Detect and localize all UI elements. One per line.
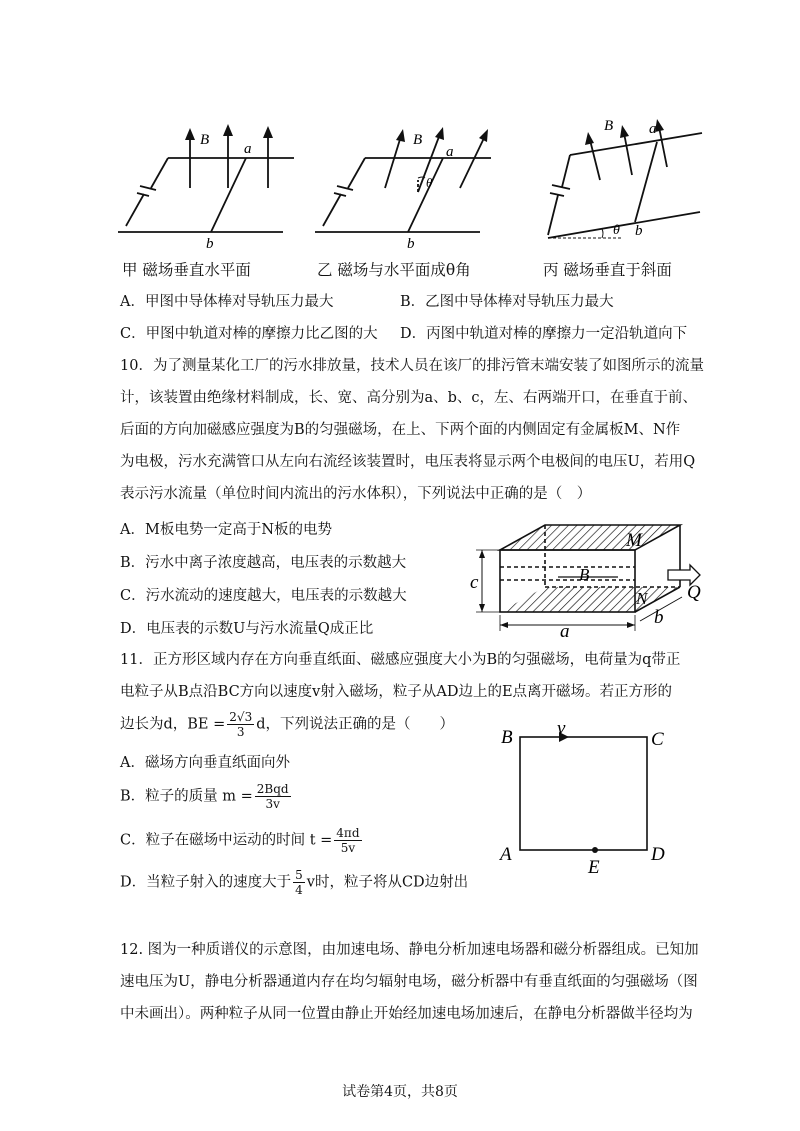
- q9-option-c: C．甲图中轨道对棒的摩擦力比乙图的大: [120, 326, 378, 342]
- q10-option-c: C．污水流动的速度越大，电压表的示数越大: [120, 588, 407, 604]
- sq-label-D: D: [651, 844, 665, 865]
- q10-option-b: B．污水中离子浓度越高，电压表的示数越大: [120, 555, 407, 571]
- q12-line3: 中未画出）。两种粒子从同一位置由静止开始经加速电场加速后，在静电分析器做半径均为: [120, 1006, 693, 1022]
- fig1-label-a: a: [244, 141, 252, 157]
- q10-line2: 计，该装置由绝缘材料制成，长、宽、高分别为a、b、c，左、右两端开口，在垂直于前、: [120, 390, 698, 406]
- q9-option-a: A．甲图中导体棒对导轨压力最大: [120, 294, 334, 310]
- q9-option-b: B．乙图中导体棒对导轨压力最大: [400, 294, 614, 310]
- q12-line1: 12. 图为一种质谱仪的示意图，由加速电场、静电分析加速电场器和磁分析器组成。已知加: [120, 942, 699, 958]
- q11-option-c: C．粒子在磁场中运动的时间 t = $\frac{4\pi d}{5v}$: [120, 826, 360, 855]
- q10-line4: 为电极，污水充满管口从左向右流经该装置时，电压表将显示两个电极间的电压U，若用Q: [120, 454, 696, 470]
- fig2-label-B: B: [413, 132, 423, 148]
- sq-label-C: C: [651, 729, 664, 750]
- fm-label-N: N: [636, 589, 648, 608]
- fig3-label-a: a: [649, 121, 657, 137]
- fm-label-Q: Q: [687, 582, 701, 603]
- fm-label-M: M: [626, 530, 642, 551]
- flowmeter-figure: [468, 515, 713, 640]
- q12-line2: 速电压为U，静电分析器通道内存在均匀辐射电场，磁分析器中有垂直纸面的匀强磁场（图: [120, 974, 698, 990]
- fig3-label-B: B: [604, 118, 614, 134]
- fm-label-B: B: [579, 565, 590, 584]
- figure-yi: [315, 120, 495, 255]
- fm-label-b: b: [654, 607, 664, 628]
- q11-option-d: D．当粒子射入的速度大于 $\frac{5}{4}$ v时，粒子将从CD边射出: [120, 868, 469, 897]
- fig1-label-b: b: [206, 236, 214, 252]
- fig3-caption: 丙 磁场垂直于斜面: [543, 261, 672, 279]
- q10-line3: 后面的方向加磁感应强度为B的匀强磁场，在上、下两个面的内侧固定有金属板M、N作: [120, 422, 681, 438]
- q10-option-a: A．M板电势一定高于N板的电势: [120, 522, 333, 538]
- q9-option-d: D．丙图中轨道对棒的摩擦力一定沿轨道向下: [400, 326, 688, 342]
- fig2-label-b: b: [407, 236, 415, 252]
- q11-line1: 11．正方形区域内存在方向垂直纸面、磁感应强度大小为B的匀强磁场，电荷量为q带正: [120, 652, 681, 668]
- q11-line3: 边长为d，BE = $\frac{2√3}{3}$ d，下列说法正确的是（ ）: [120, 710, 454, 739]
- q11-option-a: A．磁场方向垂直纸面向外: [120, 755, 290, 771]
- q10-option-d: D．电压表的示数U与污水流量Q成正比: [120, 621, 374, 637]
- sq-label-A: A: [500, 844, 512, 865]
- fig1-label-B: B: [200, 132, 210, 148]
- fm-label-c: c: [470, 572, 479, 593]
- fig2-label-theta: θ: [426, 175, 433, 190]
- square-figure: [495, 720, 680, 880]
- page-footer: 试卷第4页，共8页: [342, 1084, 458, 1100]
- fig2-label-a: a: [446, 144, 454, 160]
- fig3-label-b: b: [635, 223, 643, 239]
- figure-jia: [118, 120, 298, 255]
- q11-line2: 电粒子从B点沿BC方向以速度v射入磁场，粒子从AD边上的E点离开磁场。若正方形的: [120, 684, 673, 700]
- fig3-label-theta: θ: [613, 223, 620, 238]
- sq-label-E: E: [588, 857, 600, 878]
- q11-option-b: B．粒子的质量 m = $\frac{\text{2Bqd}}{3v}$: [120, 782, 289, 811]
- sq-label-v: v: [557, 720, 566, 739]
- fm-label-a: a: [560, 621, 570, 640]
- q10-line1: 10．为了测量某化工厂的污水排放量，技术人员在该厂的排污管末端安装了如图所示的流量: [120, 358, 704, 374]
- sq-label-B: B: [501, 727, 513, 748]
- q10-line5: 表示污水流量（单位时间内流出的污水体积），下列说法中正确的是（ ）: [120, 486, 592, 502]
- fig1-caption: 甲 磁场垂直水平面: [122, 261, 251, 279]
- figure-bing: [540, 105, 710, 255]
- fig2-caption: 乙 磁场与水平面成θ角: [317, 261, 471, 279]
